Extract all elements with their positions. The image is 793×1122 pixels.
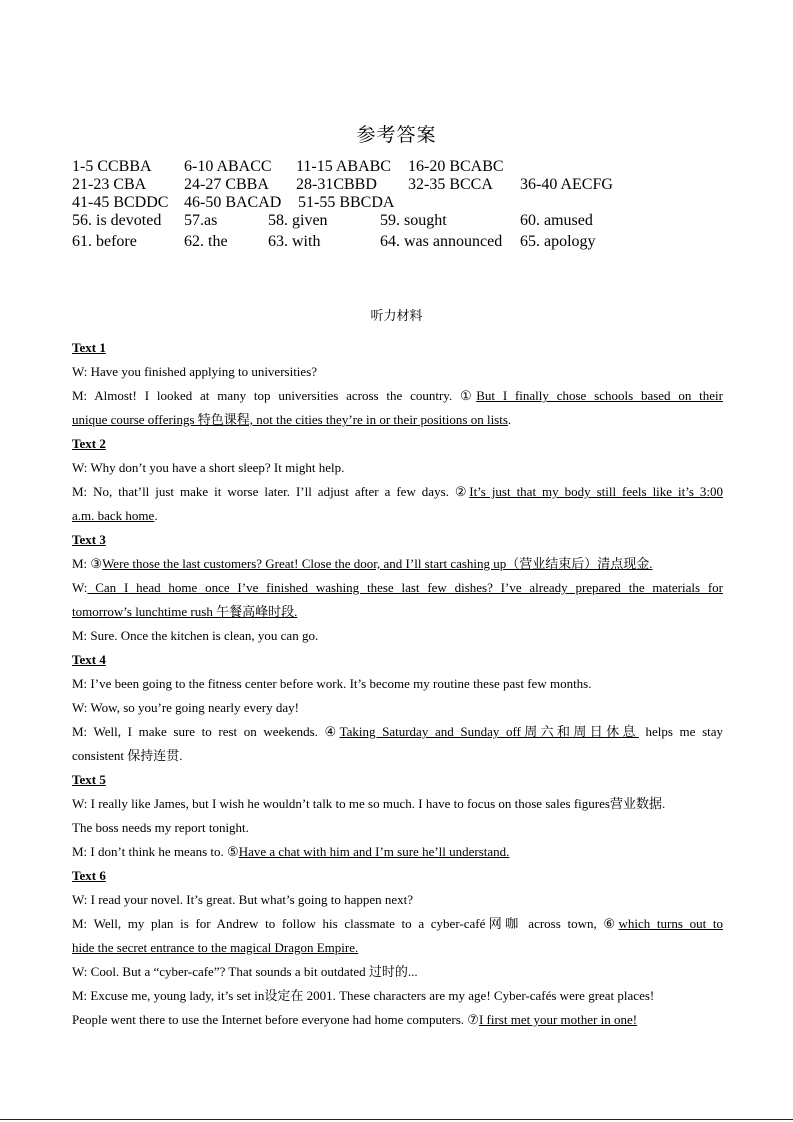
listening-transcript xyxy=(72,336,723,1032)
dialogue-line: W: Have you finished applying to universities? xyxy=(72,364,318,379)
answer-item: 57.as xyxy=(184,212,218,229)
answer-item: 64. was announced xyxy=(380,233,503,250)
dialogue-line xyxy=(72,720,723,744)
page-bottom-rule xyxy=(0,1119,793,1120)
dialogue-line xyxy=(72,1008,723,1032)
answer-item: 58. given xyxy=(268,212,328,229)
dialogue-line: consistent 保持连贯. xyxy=(72,748,183,763)
dialogue-line xyxy=(72,576,723,600)
dialogue-line xyxy=(72,936,723,960)
text-heading: Text 6 xyxy=(72,868,106,883)
dialogue-line: The boss needs my report tonight. xyxy=(72,820,249,835)
speaker-text: M: Well, I make sure to rest on weekends. ④ xyxy=(72,724,340,739)
key-sentence: tomorrow’s lunchtime rush 午餐高峰时段. xyxy=(72,604,298,619)
answer-item: 60. amused xyxy=(520,212,593,229)
key-sentence: unique course offerings 特色课程, not the cities they’re in or their positions on lists xyxy=(72,412,508,427)
answer-item: 62. the xyxy=(184,233,228,250)
speaker-text: M: I don’t think he means to. ⑤ xyxy=(72,844,239,859)
answer-group: 36-40 AECFG xyxy=(520,176,613,193)
dialogue-line xyxy=(72,840,723,864)
speaker-text: M: ③ xyxy=(72,556,103,571)
text-heading: Text 3 xyxy=(72,532,106,547)
key-sentence: a.m. back home xyxy=(72,508,155,523)
dialogue-line: W: I read your novel. It’s great. But what’s going to happen next? xyxy=(72,892,414,907)
answer-item: 63. with xyxy=(268,233,321,250)
listening-title: 听力材料 xyxy=(370,309,423,324)
dialogue-line xyxy=(72,480,723,504)
key-sentence: hide the secret entrance to the magical Dragon Empire. xyxy=(72,940,359,955)
answer-item: 59. sought xyxy=(380,212,447,229)
dialogue-line xyxy=(72,600,723,624)
key-sentence: I first met your mother in one! xyxy=(478,1012,638,1027)
key-sentence: Have a chat with him and I’m sure he’ll understand. xyxy=(238,844,510,859)
dialogue-line: M: Excuse me, young lady, it’s set in设定在 2001. These characters are my age! Cyber-cafés were great places! xyxy=(72,988,655,1003)
text-heading: Text 4 xyxy=(72,652,106,667)
key-sentence: It’s just that my body still feels like it’s 3:00 xyxy=(469,484,723,499)
answer-group: 28-31CBBD xyxy=(296,176,377,193)
dialogue-line: M: Sure. Once the kitchen is clean, you can go. xyxy=(72,628,319,643)
text-heading: Text 5 xyxy=(72,772,106,787)
speaker-text: M: No, that’ll just make it worse later. I’ll adjust after a few days. ② xyxy=(72,484,470,499)
dialogue-line xyxy=(72,912,723,936)
key-sentence: Were those the last customers? Great! Close the door, and I’ll start cashing up（营业结束后）清点现金. xyxy=(102,556,653,571)
answer-item: 61. before xyxy=(72,233,137,250)
answer-group: 24-27 CBBA xyxy=(184,176,269,193)
answer-group: 11-15 ABABC xyxy=(296,158,391,175)
key-sentence: which turns out to xyxy=(618,916,723,931)
key-sentence: Can I head home once I’ve finished washing these last few dishes? I’ve already prepared the materials for xyxy=(87,580,723,595)
speaker-text: People went there to use the Internet before everyone had home computers. ⑦ xyxy=(72,1012,479,1027)
text-heading: Text 2 xyxy=(72,436,106,451)
answer-group: 51-55 BBCDA xyxy=(298,194,395,211)
dialogue-line: W: I really like James, but I wish he wouldn’t talk to me so much. I have to focus on those sales figures营业数据. xyxy=(72,796,666,811)
answer-group: 32-35 BCCA xyxy=(408,176,493,193)
answer-group: 6-10 ABACC xyxy=(184,158,272,175)
answer-group: 1-5 CCBBA xyxy=(72,158,152,175)
answer-item: 56. is devoted xyxy=(72,212,162,229)
answer-item: 65. apology xyxy=(520,233,596,250)
answer-group: 41-45 BCDDC xyxy=(72,194,169,211)
dialogue-line xyxy=(72,384,723,408)
key-sentence: But I finally chose schools based on their xyxy=(476,388,723,403)
dialogue-line: W: Wow, so you’re going nearly every day! xyxy=(72,700,299,715)
dialogue-line xyxy=(72,552,723,576)
speaker-text: helps me stay xyxy=(638,724,723,739)
key-sentence: Taking Saturday and Sunday off周六和周日休息 xyxy=(339,724,639,739)
dialogue-line: W: Cool. But a “cyber-cafe”? That sounds a bit outdated 过时的... xyxy=(72,964,418,979)
page-title: 参考答案 xyxy=(356,124,437,146)
answer-group: 46-50 BACAD xyxy=(184,194,282,211)
speaker-text: M: Well, my plan is for Andrew to follow his classmate to a cyber-café网咖 across town, ⑥ xyxy=(72,916,619,931)
punctuation: . xyxy=(154,508,158,523)
dialogue-line: W: Why don’t you have a short sleep? It might help. xyxy=(72,460,345,475)
text-heading: Text 1 xyxy=(72,340,106,355)
speaker-text: M: Almost! I looked at many top universities across the country. ① xyxy=(72,388,477,403)
answer-group: 16-20 BCABC xyxy=(408,158,504,175)
dialogue-line xyxy=(72,504,723,528)
dialogue-line: M: I’ve been going to the fitness center before work. It’s become my routine these past few months. xyxy=(72,676,592,691)
dialogue-line xyxy=(72,408,723,432)
answer-group: 21-23 CBA xyxy=(72,176,147,193)
punctuation: . xyxy=(507,412,512,427)
speaker-text: W: xyxy=(72,580,88,595)
